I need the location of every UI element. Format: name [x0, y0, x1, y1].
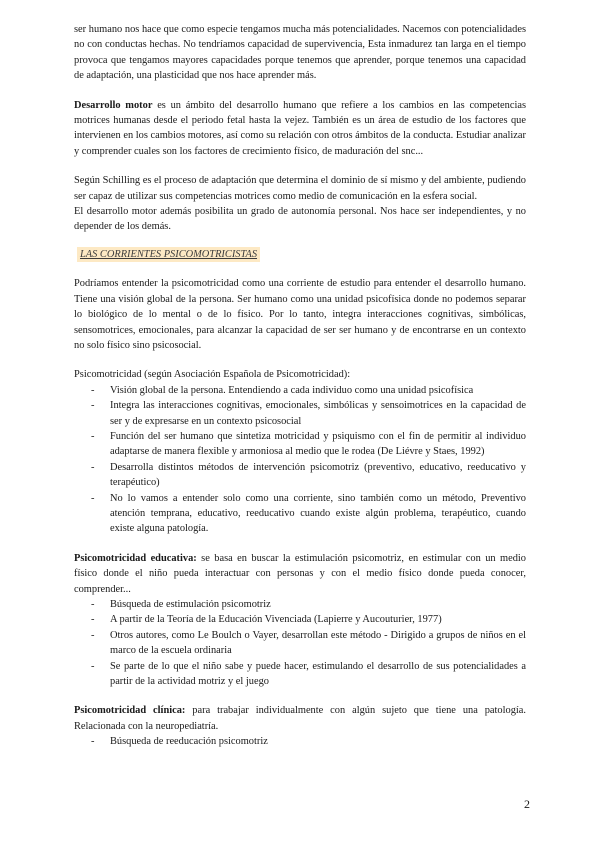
- list-dash: -: [91, 384, 95, 396]
- section-heading-wrapper: [74, 247, 526, 262]
- autonomy-paragraph: El desarrollo motor además posibilita un grado de autonomía personal. Nos hace ser independientes, y no depender de los demás.: [74, 206, 526, 233]
- motor-development-term: Desarrollo motor: [74, 99, 153, 111]
- clinical-text: para trabajar individualmente con algún sujeto que tiene una patología. Relacionada con la neuropediatría.: [74, 705, 527, 732]
- clinical-term: Psicomotricidad clínica:: [74, 705, 186, 717]
- list-dash: -: [91, 660, 95, 672]
- list-dash: -: [91, 629, 95, 641]
- educational-list: [74, 597, 526, 689]
- list-item: - Visión global de la persona. Entendiendo a cada individuo como una unidad psicofísica: [74, 383, 526, 398]
- list-item: - Otros autores, como Le Boulch o Vayer, desarrollan este método - Dirigido a grupos de niños en el marco de la escuela ordinaria: [91, 629, 526, 657]
- clinical-list: [74, 734, 526, 749]
- list-dash: -: [91, 599, 95, 610]
- motor-development-text: es un ámbito del desarrollo humano que refiere a los cambios en las competencias motrices humanas desde el periodo fetal hasta la vejez. También es un área de estudio de los factores que intervienen en los cambios motores, así como su relación con otros ámbitos de la conducta. Estudiar analizar y comprender cuales son los factores de crecimiento físico, de maduración del snc...: [74, 99, 526, 157]
- list-item: - Función del ser humano que sintetiza motricidad y psiquismo con el fin de permitir al individuo adaptarse de manera flexible y armoniosa al medio que le rodea (De Liévre y Staes, 1992): [91, 430, 526, 458]
- association-list: [74, 383, 526, 537]
- list-item: - Búsqueda de estimulación psicomotriz: [74, 597, 526, 612]
- list-dash: -: [91, 736, 95, 748]
- list-item: - Búsqueda de reeducación psicomotriz: [74, 734, 526, 749]
- educational-text: se basa en buscar la estimulación psicomotriz, en estimular con un medio físico donde el niño pueda interactuar con personas y con el medio físico donde pueda conocer, comprender...: [74, 552, 526, 595]
- motor-development-paragraph: [74, 98, 526, 160]
- list-dash: -: [91, 492, 95, 504]
- educational-paragraph: [74, 551, 526, 597]
- clinical-paragraph: [74, 703, 526, 734]
- list-dash: -: [91, 614, 95, 626]
- page-number: 2: [524, 797, 530, 811]
- educational-term: Psicomotricidad educativa:: [74, 552, 197, 564]
- list-item: - No lo vamos a entender solo como una corriente, sino también como un método, Preventivo atención temprana, educativo, reeducativo cuando existe algún problema, terapéutico, cuando existe alguna patología.: [91, 492, 526, 535]
- schilling-paragraph: Según Schilling es el proceso de adaptación que determina el dominio de sí mismo y del ambiente, pudiendo ser capaz de utilizar sus competencias motrices como medio de comunicación en la esfera social.: [74, 175, 526, 202]
- psychomotricity-paragraph: Podríamos entender la psicomotricidad como una corriente de estudio para entender el desarrollo humano. Tiene una visión global de la persona. Ser humano como una unidad psicofísica donde no podemos separar lo biológico de lo mental o de lo físico. Por lo tanto, integra interacciones cognitivas, simbólicas, sensomotrices, emocionales, para alcanzar la capacidad de ser ser humano y de encontrarse en un contexto no solo físico sino psicosocial.: [74, 278, 526, 351]
- list-item: - A partir de la Teoría de la Educación Vivenciada (Lapierre y Aucouturier, 1977): [74, 612, 526, 627]
- list-item: - Integra las interacciones cognitivas, emocionales, simbólicas y sensoimotrices en la capacidad de ser y de expresarse en un contexto psicosocial: [91, 400, 526, 427]
- association-intro: Psicomotricidad (según Asociación Española de Psicomotricidad):: [74, 369, 351, 381]
- list-item: - Se parte de lo que el niño sabe y puede hacer, estimulando el desarrollo de sus potencialidades a partir de la actividad motriz y el juego: [91, 660, 526, 688]
- intro-paragraph: ser humano nos hace que como especie tengamos mucha más potencialidades. Nacemos con potencialidades no con conductas hechas. No tendríamos capacidad de supervivencia, Esta inmadurez tan larga en el tiempo provoca que tengamos mayores capacidades porque tenemos que aprender, porque tenemos una capacidad de adaptación, una plasticidad que nos hace aprender más.: [74, 24, 526, 82]
- list-dash: -: [91, 461, 95, 473]
- list-dash: -: [91, 400, 95, 412]
- list-item: - Desarrolla distintos métodos de intervención psicomotriz (preventivo, educativo, reeducativo y terapéutico): [91, 461, 526, 489]
- page-content: [74, 22, 526, 750]
- list-dash: -: [91, 430, 95, 442]
- section-heading: LAS CORRIENTES PSICOMOTRICISTAS: [77, 247, 260, 262]
